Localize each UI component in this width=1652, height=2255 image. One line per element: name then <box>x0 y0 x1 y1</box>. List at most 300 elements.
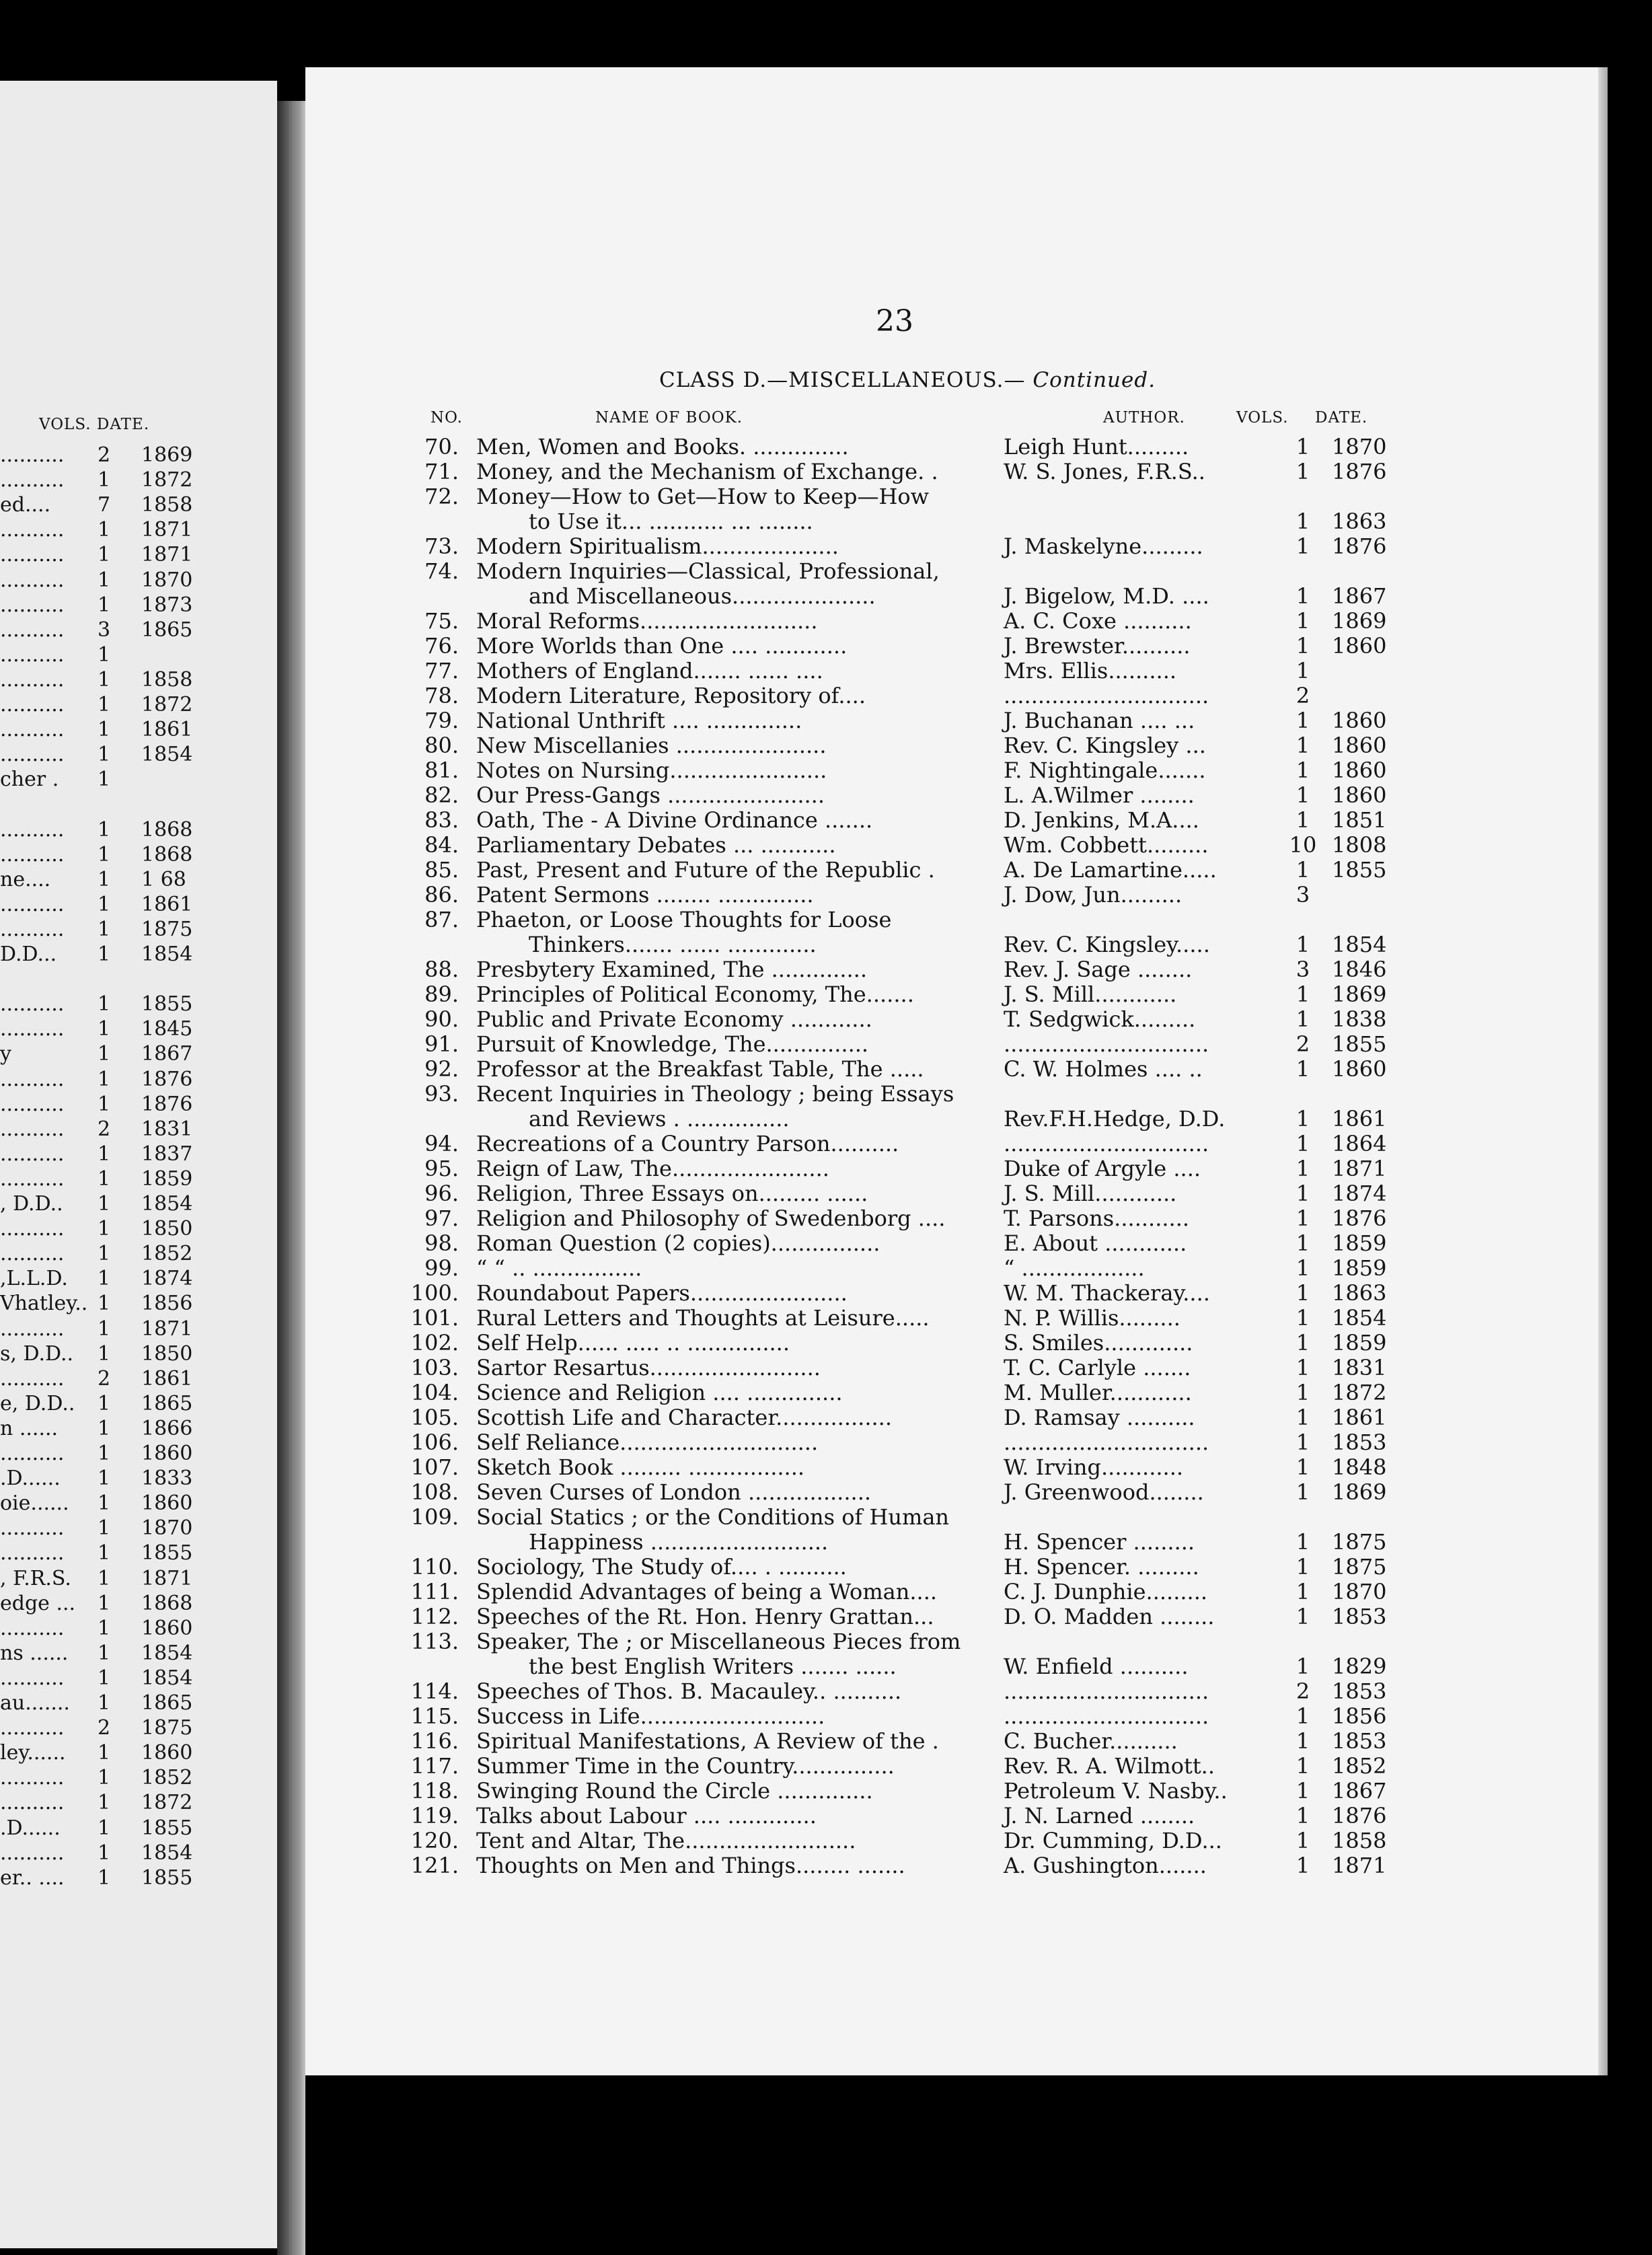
entry-vols: 3 <box>1296 882 1310 908</box>
entry-title: Sketch Book ......... ................. <box>476 1454 805 1480</box>
entry-author: D. Ramsay .......... <box>1004 1405 1195 1430</box>
entry-title: Summer Time in the Country............... <box>476 1753 895 1779</box>
entry-title: Self Reliance............................. <box>476 1430 819 1455</box>
left-row-date: 1876 <box>141 1067 193 1091</box>
page-edge <box>1598 67 1608 2075</box>
entry-title: Modern Spiritualism.................... <box>476 533 839 559</box>
catalog-entry <box>0 1456 1413 1480</box>
entry-title: New Miscellanies ...................... <box>476 733 827 758</box>
entry-vols: 1 <box>1296 1654 1310 1679</box>
catalog-entry <box>0 1829 1413 1853</box>
entry-author: T. C. Carlyle ....... <box>1004 1355 1191 1380</box>
catalog-entry <box>0 510 1413 534</box>
left-row-date: 1854 <box>141 743 193 767</box>
left-row-date: 1875 <box>141 1716 193 1740</box>
left-row-date: 1831 <box>141 1117 193 1141</box>
entry-date: 1859 <box>1332 1230 1387 1256</box>
entry-title: Public and Private Economy ............ <box>476 1006 872 1032</box>
entry-date: 1859 <box>1332 1330 1387 1356</box>
catalog-entry <box>0 1381 1413 1405</box>
catalog-entry <box>0 1506 1413 1530</box>
left-row-date: 1871 <box>141 1317 193 1341</box>
left-row-fragment: .......... <box>0 1317 65 1341</box>
left-row-date: 1873 <box>141 593 193 617</box>
entry-date: 1867 <box>1332 1778 1387 1804</box>
entry-vols: 1 <box>1296 1056 1310 1082</box>
entry-date: 1861 <box>1332 1106 1387 1132</box>
entry-vols: 1 <box>1296 1380 1310 1405</box>
entry-author: Rev. C. Kingsley..... <box>1004 932 1210 957</box>
entry-vols: 2 <box>1296 1678 1310 1704</box>
entry-author: J. N. Larned ........ <box>1004 1803 1195 1828</box>
entry-date: 1876 <box>1332 1803 1387 1828</box>
left-row-date: 1865 <box>141 618 193 642</box>
left-row-vols: 1 <box>98 1865 111 1890</box>
left-row-date: 1852 <box>141 1766 193 1790</box>
column-header-author: AUTHOR. <box>1103 409 1185 427</box>
catalog-entry <box>0 659 1413 683</box>
left-row-fragment: .......... <box>0 817 65 842</box>
entry-author: .............................. <box>1004 683 1209 708</box>
entry-vols: 1 <box>1296 1006 1310 1032</box>
catalog-entry <box>0 759 1413 783</box>
entry-number: 117. <box>410 1753 459 1779</box>
entry-title: Religion and Philosophy of Swedenborg .... <box>476 1206 946 1231</box>
entry-author: C. W. Holmes .... .. <box>1004 1056 1203 1082</box>
left-row-vols: 1 <box>98 1516 111 1541</box>
left-row-vols: 1 <box>98 1192 111 1216</box>
catalog-entry <box>0 858 1413 883</box>
left-row-vols: 1 <box>98 1442 111 1465</box>
entry-number: 120. <box>410 1828 459 1853</box>
catalog-entry <box>0 1232 1413 1256</box>
catalog-entry <box>0 1182 1413 1206</box>
entry-vols: 1 <box>1296 982 1310 1007</box>
entry-vols: 1 <box>1296 459 1310 484</box>
entry-number: 80. <box>424 733 459 758</box>
left-row-date: 1855 <box>141 1816 193 1840</box>
left-row-fragment: .......... <box>0 992 65 1016</box>
left-row-date: 1845 <box>141 1017 193 1041</box>
left-row-vols: 1 <box>98 1467 111 1491</box>
entry-vols: 1 <box>1296 708 1310 733</box>
catalog-entry <box>0 908 1413 932</box>
left-row-fragment: .......... <box>0 1117 65 1141</box>
catalog-entry <box>0 1754 1413 1779</box>
entry-date: 1875 <box>1332 1529 1387 1555</box>
catalog-entry <box>0 809 1413 833</box>
entry-author: C. Bucher.......... <box>1004 1728 1178 1754</box>
left-row-fragment: .......... <box>0 642 65 667</box>
class-heading-continued: Continued. <box>1032 368 1156 392</box>
entry-title: Reign of Law, The....................... <box>476 1156 829 1181</box>
entry-vols: 1 <box>1296 583 1310 609</box>
class-heading-text: CLASS D.—MISCELLANEOUS.— <box>659 368 1026 392</box>
left-row-fragment: .......... <box>0 892 65 916</box>
left-row-vols: 2 <box>98 1716 111 1740</box>
left-row-vols: 1 <box>98 1391 111 1415</box>
catalog-entry <box>0 634 1413 659</box>
left-row-vols: 1 <box>98 543 111 567</box>
entry-vols: 1 <box>1296 533 1310 559</box>
entry-number: 74. <box>424 558 459 584</box>
entry-date: 1863 <box>1332 1280 1387 1306</box>
entry-author: E. About ............ <box>1004 1230 1187 1256</box>
entry-date: 1876 <box>1332 459 1387 484</box>
left-row-date: 1860 <box>141 1491 193 1516</box>
entry-vols: 1 <box>1296 1181 1310 1206</box>
entry-author: S. Smiles............. <box>1004 1330 1193 1356</box>
left-row-vols: 1 <box>98 642 111 667</box>
entry-date: 1838 <box>1332 1006 1387 1032</box>
entry-date: 1876 <box>1332 533 1387 559</box>
left-row-vols: 1 <box>98 817 111 842</box>
entry-title: Recreations of a Country Parson.......... <box>476 1131 899 1156</box>
entry-title: Happiness .......................... <box>529 1529 829 1555</box>
left-row-date: 1 68 <box>141 867 186 891</box>
entry-title: Parliamentary Debates ... ........... <box>476 832 836 858</box>
entry-title: Moral Reforms.......................... <box>476 608 818 634</box>
entry-author: J. Buchanan .... ... <box>1004 708 1195 733</box>
entry-vols: 1 <box>1296 1280 1310 1306</box>
entry-vols: 1 <box>1296 1529 1310 1555</box>
catalog-entry <box>0 1605 1413 1629</box>
left-row-fragment: .......... <box>0 1067 65 1091</box>
entry-vols: 1 <box>1296 509 1310 534</box>
catalog-entry <box>0 1555 1413 1580</box>
left-row-fragment: .......... <box>0 917 65 941</box>
left-row-fragment: .......... <box>0 568 65 592</box>
left-row-date: 1855 <box>141 1865 193 1890</box>
entry-number: 88. <box>424 957 459 982</box>
catalog-entry <box>0 435 1413 459</box>
entry-vols: 1 <box>1296 1355 1310 1380</box>
entry-title: Recent Inquiries in Theology ; being Essays <box>476 1081 954 1107</box>
entry-author: Dr. Cumming, D.D... <box>1004 1828 1222 1853</box>
entry-date: 1808 <box>1332 832 1387 858</box>
entry-number: 72. <box>424 484 459 509</box>
left-row-fragment: .......... <box>0 1142 65 1166</box>
entry-author: Leigh Hunt......... <box>1004 434 1189 459</box>
entry-title: Thoughts on Men and Things........ ....... <box>476 1853 905 1878</box>
entry-title: Roundabout Papers....................... <box>476 1280 848 1306</box>
entry-author: C. J. Dunphie......... <box>1004 1579 1208 1604</box>
left-row-vols: 3 <box>98 618 111 642</box>
catalog-entry <box>0 485 1413 509</box>
left-row-vols: 1 <box>98 892 111 916</box>
entry-vols: 1 <box>1296 633 1310 659</box>
entry-author: .............................. <box>1004 1678 1209 1704</box>
catalog-entry <box>0 1530 1413 1555</box>
entry-author: J. S. Mill............ <box>1004 1181 1177 1206</box>
left-row-fragment: au....... <box>0 1691 70 1715</box>
left-row-vols: 1 <box>98 1217 111 1241</box>
column-header-no: NO. <box>430 409 463 427</box>
entry-number: 78. <box>424 683 459 708</box>
entry-title: Thinkers....... ...... ............. <box>529 932 817 957</box>
left-row-fragment: ne.... <box>0 867 51 891</box>
left-row-date: 1866 <box>141 1416 193 1440</box>
left-row-date: 1868 <box>141 1591 193 1615</box>
left-row-vols: 1 <box>98 667 111 692</box>
left-row-vols: 1 <box>98 468 111 492</box>
entry-number: 108. <box>410 1479 459 1505</box>
entry-vols: 1 <box>1296 1430 1310 1455</box>
entry-number: 84. <box>424 832 459 858</box>
entry-title: Notes on Nursing....................... <box>476 757 827 783</box>
left-row-fragment: ns ...... <box>0 1641 69 1665</box>
left-row-fragment: .D...... <box>0 1816 61 1840</box>
left-row-vols: 1 <box>98 1766 111 1790</box>
entry-number: 87. <box>424 907 459 932</box>
entry-date: 1853 <box>1332 1728 1387 1754</box>
left-row-date: 1872 <box>141 693 193 716</box>
left-row-fragment: .......... <box>0 1092 65 1116</box>
left-row-fragment: D.D... <box>0 942 57 966</box>
left-row-fragment: e, D.D.. <box>0 1391 75 1415</box>
entry-title: Self Help...... ..... .. ............... <box>476 1330 790 1356</box>
entry-author: T. Sedgwick......... <box>1004 1006 1196 1032</box>
entry-author: Duke of Argyle .... <box>1004 1156 1201 1181</box>
left-row-fragment: edge ... <box>0 1591 76 1615</box>
entry-date: 1874 <box>1332 1181 1387 1206</box>
entry-author: D. O. Madden ........ <box>1004 1604 1215 1629</box>
entry-date: 1861 <box>1332 1405 1387 1430</box>
entry-date: 1871 <box>1332 1853 1387 1878</box>
catalog-entry <box>0 784 1413 808</box>
entry-vols: 1 <box>1296 1305 1310 1331</box>
entry-title: Phaeton, or Loose Thoughts for Loose <box>476 907 892 932</box>
catalog-entry <box>0 609 1413 634</box>
left-row-date: 1858 <box>141 667 193 692</box>
left-row-vols: 1 <box>98 1541 111 1565</box>
entry-author: W. Enfield .......... <box>1004 1654 1189 1679</box>
left-row-fragment: .......... <box>0 618 65 642</box>
left-row-date: 1871 <box>141 1566 193 1590</box>
entry-author: .............................. <box>1004 1031 1209 1057</box>
entry-number: 101. <box>410 1305 459 1331</box>
left-row-date: 1875 <box>141 917 193 941</box>
entry-number: 73. <box>424 533 459 559</box>
entry-number: 86. <box>424 882 459 908</box>
left-row-date: 1865 <box>141 1691 193 1715</box>
entry-date: 1854 <box>1332 932 1387 957</box>
entry-title: and Reviews . ............... <box>529 1106 790 1132</box>
catalog-entry <box>0 734 1413 758</box>
entry-date: 1864 <box>1332 1131 1387 1156</box>
entry-number: 106. <box>410 1430 459 1455</box>
catalog-entry <box>0 1207 1413 1231</box>
left-row-vols: 1 <box>98 1491 111 1516</box>
left-row-fragment: .......... <box>0 1716 65 1740</box>
catalog-entry <box>0 460 1413 484</box>
left-row-date: 1852 <box>141 1242 193 1266</box>
left-row-fragment: .......... <box>0 593 65 617</box>
entry-author: J. S. Mill............ <box>1004 982 1177 1007</box>
entry-date: 1863 <box>1332 509 1387 534</box>
entry-date: 1853 <box>1332 1678 1387 1704</box>
entry-title: Success in Life........................... <box>476 1703 825 1729</box>
entry-date: 1852 <box>1332 1753 1387 1779</box>
left-row-fragment: .......... <box>0 743 65 767</box>
entry-author: .............................. <box>1004 1131 1209 1156</box>
entry-author: Mrs. Ellis.......... <box>1004 658 1177 683</box>
entry-number: 92. <box>424 1056 459 1082</box>
entry-number: 71. <box>424 459 459 484</box>
left-row-date: 1855 <box>141 1541 193 1565</box>
entry-author: J. Bigelow, M.D. .... <box>1004 583 1209 609</box>
left-row-fragment: .......... <box>0 1366 65 1391</box>
entry-date: 1870 <box>1332 434 1387 459</box>
entry-number: 105. <box>410 1405 459 1430</box>
catalog-entry <box>0 1406 1413 1430</box>
entry-vols: 1 <box>1296 1554 1310 1580</box>
catalog-entry <box>0 983 1413 1007</box>
left-row-vols: 1 <box>98 1067 111 1091</box>
left-row-vols: 1 <box>98 693 111 716</box>
left-row-fragment: .......... <box>0 1841 65 1865</box>
left-row-fragment: n ...... <box>0 1416 59 1440</box>
catalog-entry <box>0 1356 1413 1380</box>
entry-vols: 2 <box>1296 683 1310 708</box>
left-row-fragment: .......... <box>0 718 65 742</box>
left-row-vols: 2 <box>98 1366 111 1391</box>
entry-title: Speaker, The ; or Miscellaneous Pieces from <box>476 1629 961 1654</box>
entry-title: Modern Inquiries—Classical, Professional, <box>476 558 940 584</box>
left-row-fragment: y <box>0 1042 11 1066</box>
entry-number: 112. <box>410 1604 459 1629</box>
left-row-vols: 1 <box>98 1841 111 1865</box>
left-row-date: 1854 <box>141 942 193 966</box>
entry-date: 1848 <box>1332 1454 1387 1480</box>
entry-date: 1854 <box>1332 1305 1387 1331</box>
entry-title: Scottish Life and Character................. <box>476 1405 893 1430</box>
left-row-date: 1874 <box>141 1267 193 1291</box>
column-header-name: NAME OF BOOK. <box>595 409 743 427</box>
entry-vols: 1 <box>1296 1479 1310 1505</box>
entry-date: 1869 <box>1332 982 1387 1007</box>
catalog-entry <box>0 1854 1413 1878</box>
entry-number: 109. <box>410 1504 459 1530</box>
left-row-date: 1854 <box>141 1666 193 1690</box>
left-row-fragment: .D...... <box>0 1467 61 1491</box>
entry-number: 89. <box>424 982 459 1007</box>
entry-vols: 1 <box>1296 1579 1310 1604</box>
entry-number: 93. <box>424 1081 459 1107</box>
entry-number: 77. <box>424 658 459 683</box>
entry-vols: 1 <box>1296 1405 1310 1430</box>
entry-number: 83. <box>424 807 459 833</box>
left-row-vols: 1 <box>98 518 111 542</box>
left-row-date: 1869 <box>141 443 193 467</box>
entry-author: J. Dow, Jun......... <box>1004 882 1182 908</box>
entry-title: Professor at the Breakfast Table, The ..... <box>476 1056 924 1082</box>
catalog-entry <box>0 883 1413 908</box>
entry-title: Speeches of the Rt. Hon. Henry Grattan... <box>476 1604 934 1629</box>
entry-author: A. De Lamartine..... <box>1004 857 1217 883</box>
catalog-entry <box>0 1008 1413 1032</box>
left-row-date: 1872 <box>141 468 193 492</box>
entry-title: Principles of Political Economy, The....... <box>476 982 914 1007</box>
entry-vols: 1 <box>1296 1828 1310 1853</box>
entry-vols: 3 <box>1296 957 1310 982</box>
left-row-fragment: er.. .... <box>0 1865 65 1890</box>
left-row-date: 1870 <box>141 568 193 592</box>
entry-vols: 1 <box>1296 757 1310 783</box>
left-row-fragment: .......... <box>0 1791 65 1815</box>
entry-author: H. Spencer ......... <box>1004 1529 1195 1555</box>
entry-author: W. S. Jones, F.R.S.. <box>1004 459 1205 484</box>
left-row-vols: 1 <box>98 992 111 1016</box>
entry-date: 1856 <box>1332 1703 1387 1729</box>
entry-vols: 1 <box>1296 1778 1310 1804</box>
left-row-date: 1854 <box>141 1641 193 1665</box>
left-row-date: 1867 <box>141 1042 193 1066</box>
left-row-date: 1833 <box>141 1467 193 1491</box>
entry-number: 114. <box>410 1678 459 1704</box>
entry-date: 1855 <box>1332 1031 1387 1057</box>
entry-date: 1829 <box>1332 1654 1387 1679</box>
entry-number: 97. <box>424 1206 459 1231</box>
entry-title: Sociology, The Study of.... . .......... <box>476 1554 847 1580</box>
entry-author: W. M. Thackeray.... <box>1004 1280 1210 1306</box>
entry-number: 103. <box>410 1355 459 1380</box>
entry-title: National Unthrift .... .............. <box>476 708 802 733</box>
left-row-vols: 1 <box>98 1341 111 1366</box>
entry-vols: 1 <box>1296 857 1310 883</box>
left-row-date: 1850 <box>141 1217 193 1241</box>
left-row-vols: 1 <box>98 743 111 767</box>
left-row-fragment: , D.D.. <box>0 1192 63 1216</box>
entry-date: 1860 <box>1332 1056 1387 1082</box>
entry-author: .............................. <box>1004 1703 1209 1729</box>
left-row-fragment: .......... <box>0 1217 65 1241</box>
entry-date: 1831 <box>1332 1355 1387 1380</box>
entry-date: 1872 <box>1332 1380 1387 1405</box>
entry-author: F. Nightingale....... <box>1004 757 1206 783</box>
left-row-vols: 1 <box>98 768 111 792</box>
entry-date: 1867 <box>1332 583 1387 609</box>
catalog-entry <box>0 1481 1413 1505</box>
entry-author: Rev. R. A. Wilmott.. <box>1004 1753 1215 1779</box>
entry-date: 1875 <box>1332 1554 1387 1580</box>
left-row-date: 1865 <box>141 1391 193 1415</box>
entry-number: 118. <box>410 1778 459 1804</box>
entry-author: A. C. Coxe .......... <box>1004 608 1192 634</box>
catalog-entry <box>0 933 1413 957</box>
entry-author: “ .................. <box>1004 1255 1145 1281</box>
entry-title: to Use it... ........... ... ........ <box>529 509 813 534</box>
entry-author: Rev. C. Kingsley ... <box>1004 733 1206 758</box>
entry-vols: 1 <box>1296 1156 1310 1181</box>
entry-title: Talks about Labour .... ............. <box>476 1803 817 1828</box>
entry-vols: 1 <box>1296 1803 1310 1828</box>
left-row-fragment: .......... <box>0 518 65 542</box>
entry-date: 1853 <box>1332 1604 1387 1629</box>
left-row-vols: 1 <box>98 1816 111 1840</box>
entry-title: Oath, The - A Divine Ordinance ....... <box>476 807 873 833</box>
catalog-entry <box>0 1779 1413 1804</box>
entry-title: Rural Letters and Thoughts at Leisure..... <box>476 1305 930 1331</box>
entry-title: Modern Literature, Repository of.... <box>476 683 866 708</box>
entry-number: 119. <box>410 1803 459 1828</box>
catalog-entry <box>0 1306 1413 1331</box>
catalog-entry <box>0 1132 1413 1156</box>
left-row-date: 1860 <box>141 1741 193 1765</box>
entry-vols: 10 <box>1289 832 1317 858</box>
entry-title: Men, Women and Books. .............. <box>476 434 849 459</box>
entry-vols: 1 <box>1296 782 1310 808</box>
